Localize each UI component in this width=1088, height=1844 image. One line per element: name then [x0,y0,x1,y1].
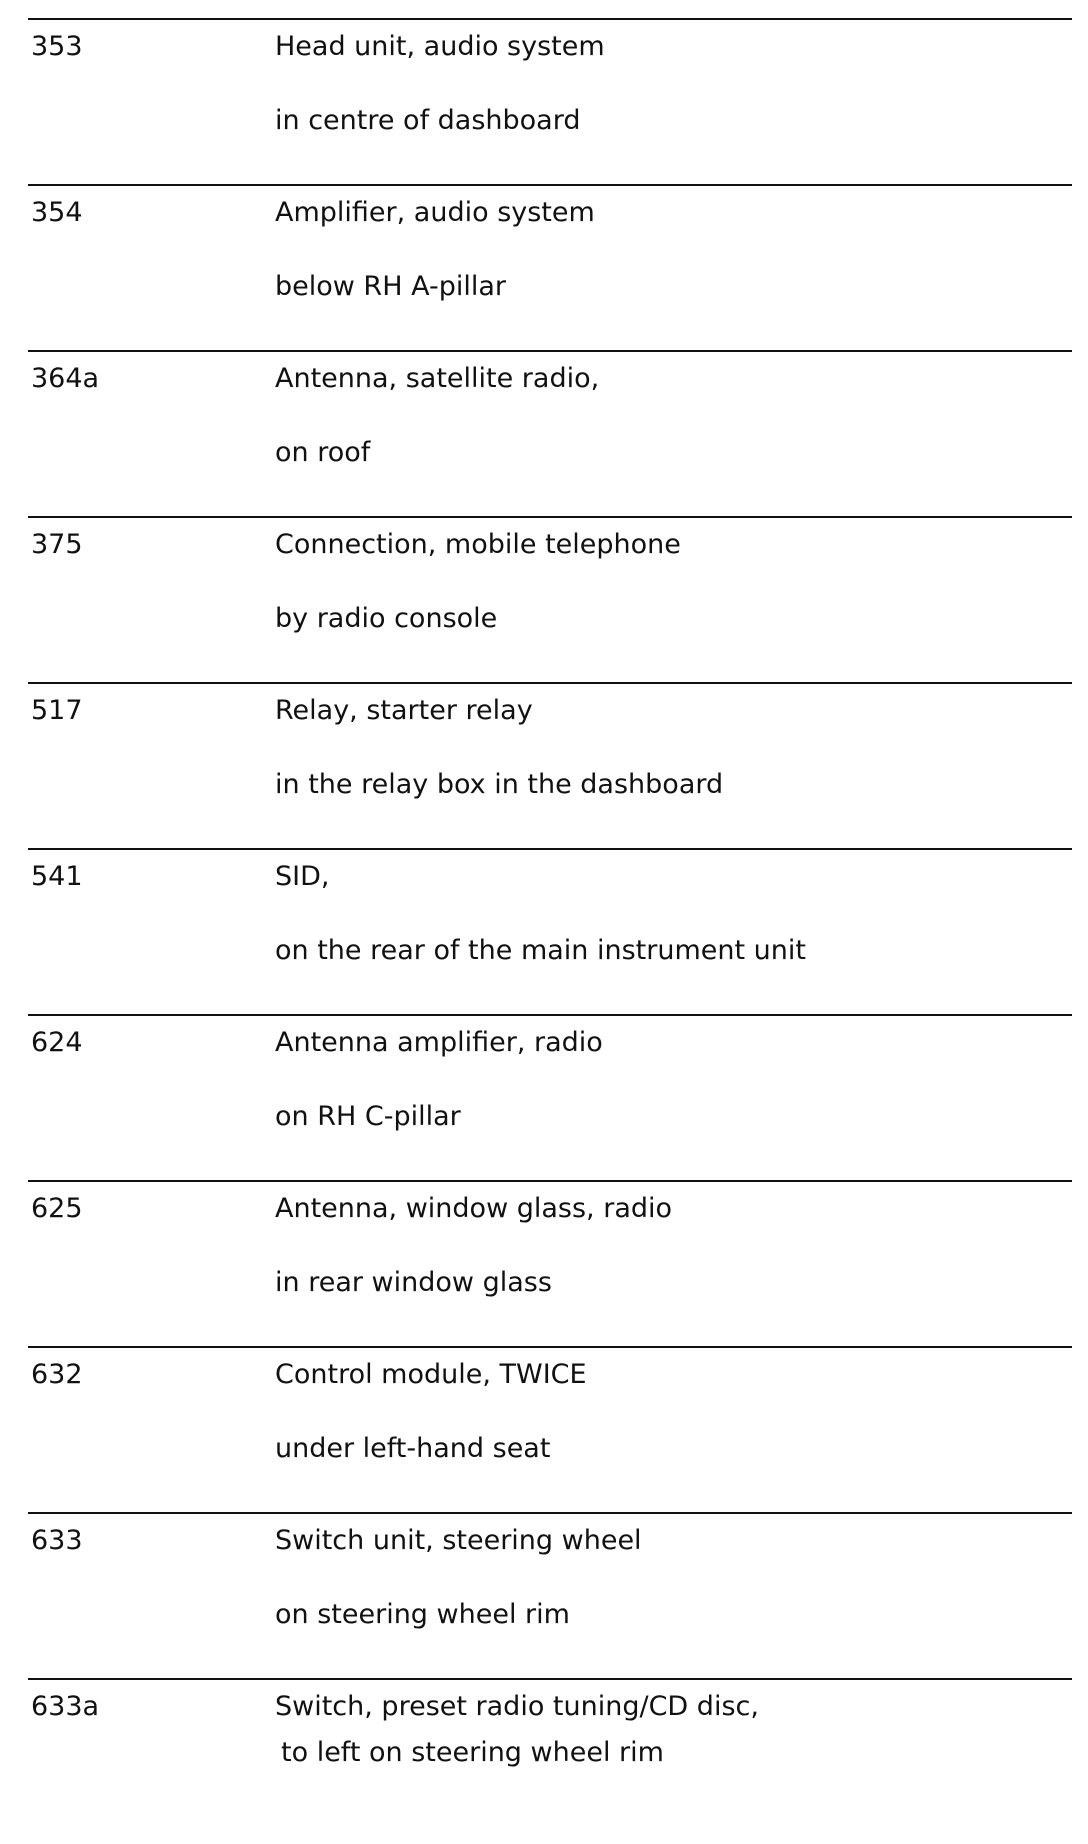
component-description: Head unit, audio system [275,31,605,62]
component-description: Antenna, satellite radio, [275,363,600,394]
component-table [28,18,1072,1844]
component-code: 633 [31,1525,83,1556]
component-description: Connection, mobile telephone [275,529,681,560]
component-location: in the relay box in the dashboard [275,769,724,800]
component-code: 354 [31,197,83,228]
component-code: 364a [31,363,100,394]
table-row [28,350,1072,516]
component-location: on the rear of the main instrument unit [275,935,806,966]
component-description: Relay, starter relay [275,695,533,726]
component-code: 632 [31,1359,83,1390]
component-code: 624 [31,1027,83,1058]
component-location: on steering wheel rim [275,1599,570,1630]
component-description: Control module, TWICE [275,1359,587,1390]
component-code: 625 [31,1193,83,1224]
component-description: Switch unit, steering wheel [275,1525,642,1556]
component-location: to left on steering wheel rim [281,1737,664,1768]
component-description: SID, [275,861,330,892]
table-row [28,1180,1072,1346]
component-description: Amplifier, audio system [275,197,595,228]
table-row [28,682,1072,848]
table-row [28,1346,1072,1512]
component-code: 375 [31,529,83,560]
component-location: on RH C-pillar [275,1101,461,1132]
component-location: in rear window glass [275,1267,552,1298]
table-row [28,1512,1072,1678]
component-description: Switch, preset radio tuning/CD disc, [275,1691,759,1722]
component-code: 353 [31,31,83,62]
table-row [28,1678,1072,1844]
component-description: Antenna amplifier, radio [275,1027,603,1058]
component-location: under left-hand seat [275,1433,551,1464]
table-row [28,848,1072,1014]
component-code: 541 [31,861,83,892]
component-location: by radio console [275,603,498,634]
component-code: 517 [31,695,83,726]
component-location: below RH A-pillar [275,271,506,302]
table-row [28,1014,1072,1180]
table-row [28,184,1072,350]
table-row [28,18,1072,184]
component-code: 633a [31,1691,100,1722]
component-location: on roof [275,437,371,468]
component-description: Antenna, window glass, radio [275,1193,673,1224]
table-row [28,516,1072,682]
component-location: in centre of dashboard [275,105,581,136]
